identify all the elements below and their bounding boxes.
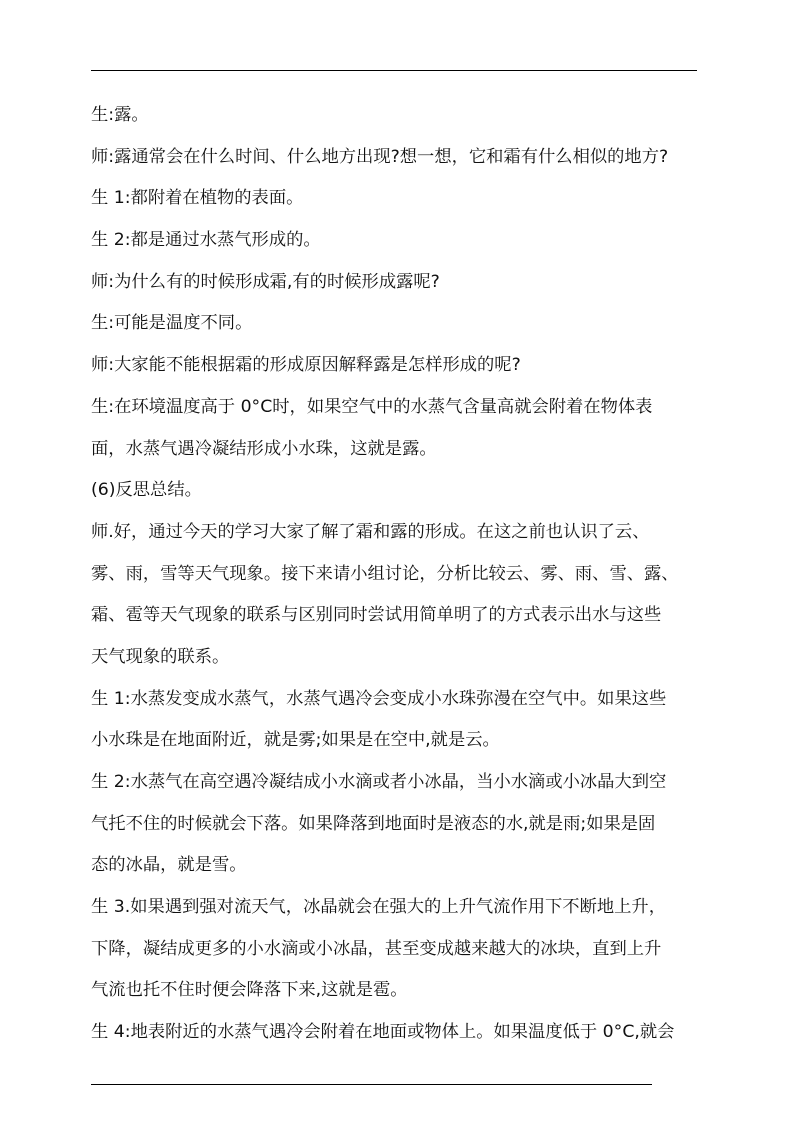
text-line: 生:在环境温度高于 0°C时，如果空气中的水蒸气含量高就会附着在物体表 <box>91 396 653 417</box>
text-line: 态的冰晶，就是雪。 <box>91 855 247 876</box>
text-line: 生:露。 <box>91 105 149 125</box>
text-line: 生 2:水蒸气在高空遇冷凝结成小水滴或者小冰晶，当小水滴或小冰晶大到空 <box>91 772 667 792</box>
text-line: 生 4:地表附近的水蒸气遇冷会附着在地面或物体上。如果温度低于 0°C,就会 <box>91 1022 675 1043</box>
text-line: 生 1:水蒸发变成水蒸气，水蒸气遇冷会变成小水珠弥漫在空气中。如果这些 <box>91 688 667 709</box>
text-line: 师.好，通过今天的学习大家了解了霜和露的形成。在这之前也认识了云、 <box>91 521 650 542</box>
text-line: 生 3.如果遇到强对流天气，冰晶就会在强大的上升气流作用下不断地上升， <box>91 897 666 918</box>
text-line: 生:可能是温度不同。 <box>91 313 253 334</box>
text-line: 师:露通常会在什么时间、什么地方出现?想一想，它和霜有什么相似的地方? <box>91 146 669 167</box>
text-line: 天气现象的联系。 <box>91 646 230 667</box>
text-line: 师:为什么有的时候形成霜,有的时候形成露呢? <box>91 271 440 292</box>
text-line: 小水珠是在地面附近，就是雾;如果是在空中,就是云。 <box>91 730 500 751</box>
text-line: 雾、雨，雪等天气现象。接下来请小组讨论，分析比较云、雾、雨、雪、露、 <box>91 563 679 584</box>
text-line: 面，水蒸气遇冷凝结形成小水珠，这就是露。 <box>91 438 437 459</box>
text-line: 生 2:都是通过水蒸气形成的。 <box>91 230 321 251</box>
text-line: 生 1:都附着在植物的表面。 <box>91 188 304 209</box>
header-rule <box>91 70 697 71</box>
text-line: 师:大家能不能根据霜的形成原因解释露是怎样形成的呢? <box>91 355 521 376</box>
text-line: 下降，凝结成更多的小水滴或小冰晶，甚至变成越来越大的冰块，直到上升 <box>91 938 662 959</box>
footer-rule <box>91 1084 652 1085</box>
section-heading: (6)反思总结。 <box>91 480 202 501</box>
text-line: 霜、雹等天气现象的联系与区别同时尝试用简单明了的方式表示出水与这些 <box>91 605 662 626</box>
text-line: 气流也托不住时便会降落下来,这就是雹。 <box>91 980 408 1001</box>
text-line: 气托不住的时候就会下落。如果降落到地面时是液态的水,就是雨;如果是固 <box>91 813 656 834</box>
document-body <box>91 95 713 1054</box>
